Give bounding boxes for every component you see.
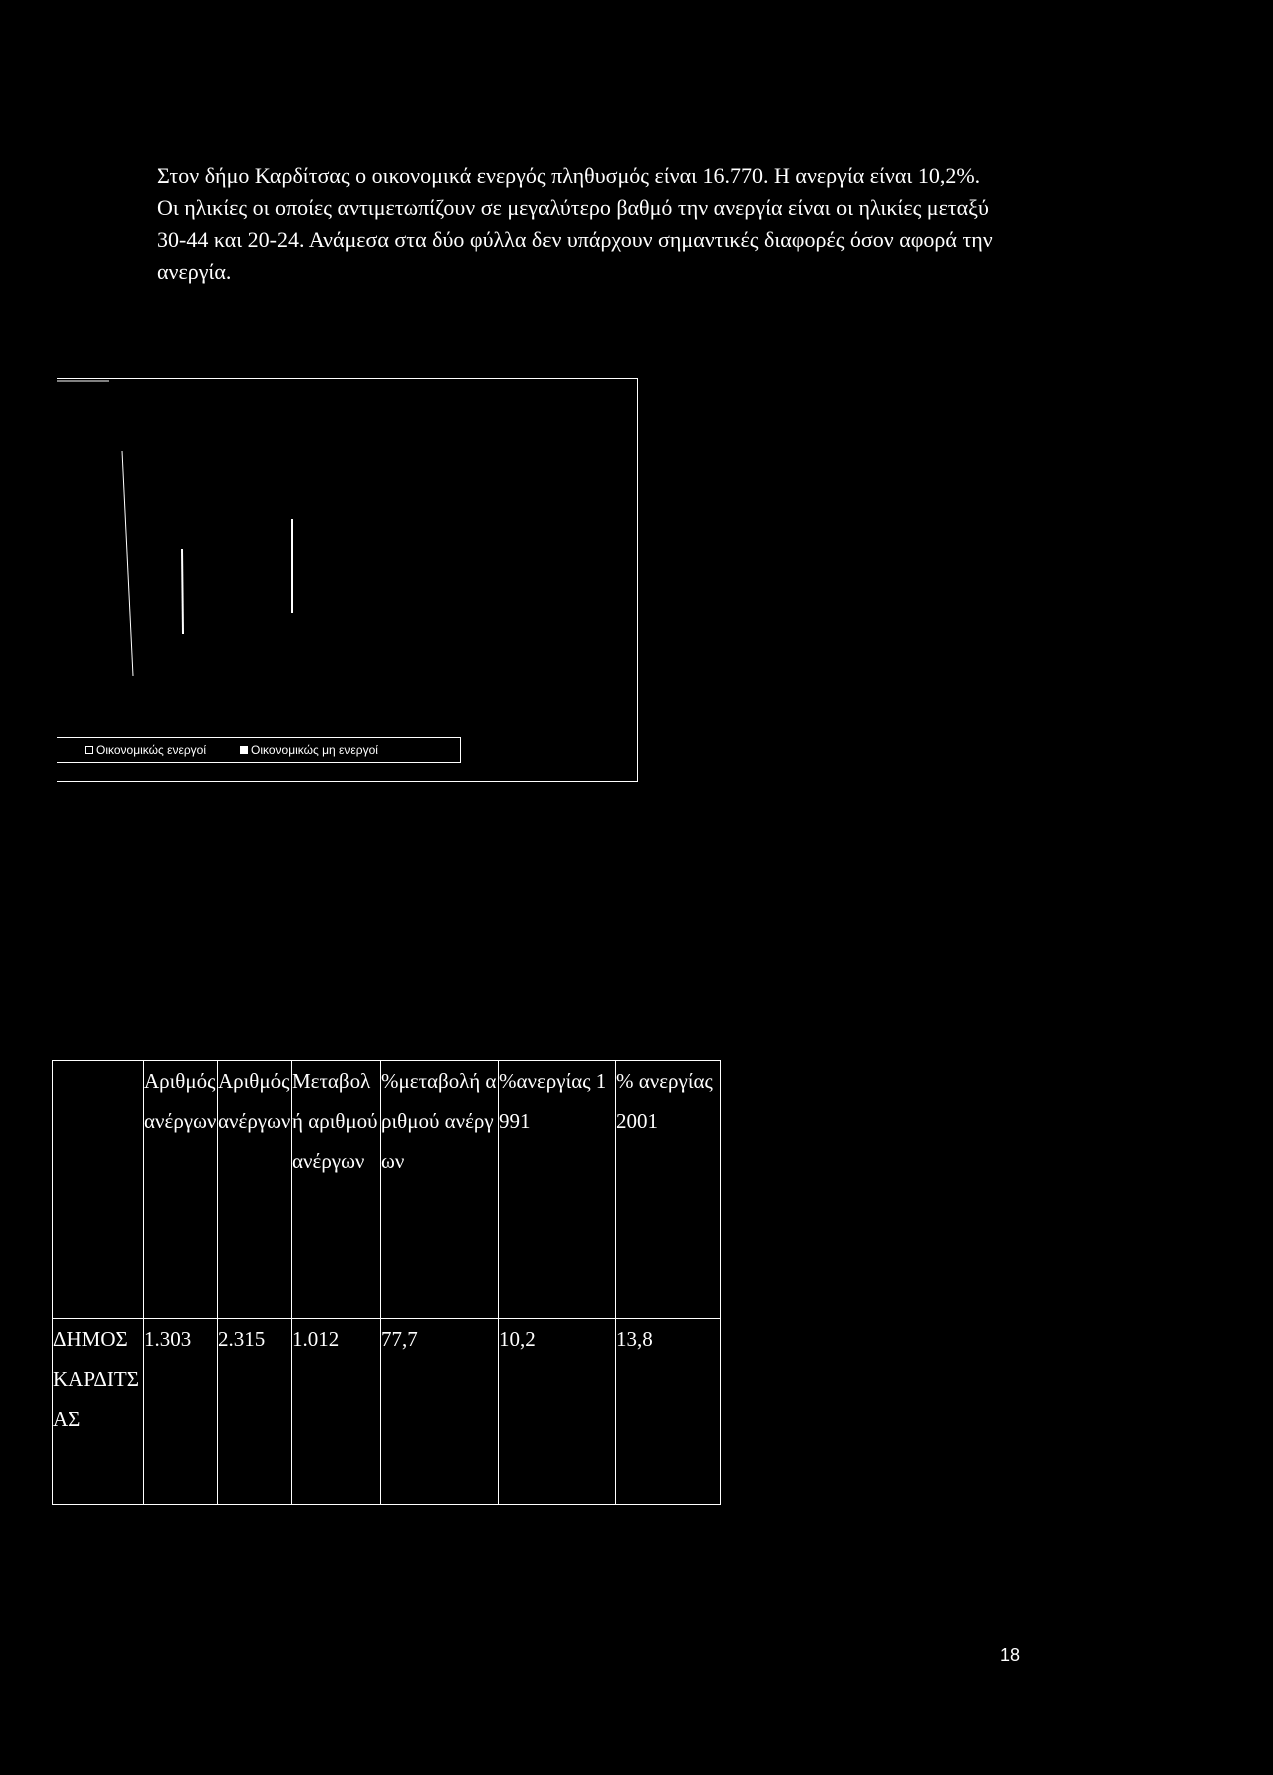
legend-item-inactive bbox=[240, 743, 378, 757]
table-header-row bbox=[53, 1061, 721, 1319]
legend-label-active: Οικονομικώς ενεργοί bbox=[96, 743, 206, 757]
header-cell: %ανεργίας 1991 bbox=[499, 1061, 616, 1319]
chart-mark-line-2 bbox=[182, 549, 183, 634]
chart-legend bbox=[57, 737, 461, 763]
page-number: 18 bbox=[1000, 1645, 1021, 1665]
legend-item-active bbox=[85, 743, 206, 757]
table-cell: 10,2 bbox=[499, 1319, 616, 1505]
chart-frame bbox=[57, 378, 638, 782]
legend-label-inactive: Οικονομικώς μη ενεργοί bbox=[251, 743, 378, 757]
header-cell: %μεταβολή αριθμού ανέργων bbox=[381, 1061, 499, 1319]
unemployment-table bbox=[52, 1060, 721, 1505]
table-cell: 1.012 bbox=[292, 1319, 381, 1505]
table-cell: 77,7 bbox=[381, 1319, 499, 1505]
header-cell: Μεταβολή αριθμού ανέργων bbox=[292, 1061, 381, 1319]
header-cell: % ανεργίας 2001 bbox=[616, 1061, 721, 1319]
table-row bbox=[53, 1319, 721, 1505]
table-cell: 1.303 bbox=[144, 1319, 218, 1505]
table-cell: 2.315 bbox=[218, 1319, 292, 1505]
row-name-cell: ΔΗΜΟΣ ΚΑΡΔΙΤΣΑΣ bbox=[53, 1319, 144, 1505]
legend-filled-square-icon bbox=[240, 746, 248, 754]
legend-open-square-icon bbox=[85, 746, 93, 754]
table-cell: 13,8 bbox=[616, 1319, 721, 1505]
header-cell-empty bbox=[53, 1061, 144, 1319]
intro-paragraph: Στον δήμο Καρδίτσας ο οικονομικά ενεργός πληθυσμός είναι 16.770. Η ανεργία είναι 10,2%. Οι ηλικίες οι οποίες αντιμετωπίζουν σε μεγαλύτερο βαθμό την ανεργία είναι οι ηλικίες μεταξύ 30-44 και 20-24. Ανάμεσα στα δύο φύλλα δεν υπάρχουν σημαντικές διαφορές όσον αφορά την ανεργία. bbox=[157, 163, 993, 284]
header-cell: Αριθμός ανέργων bbox=[218, 1061, 292, 1319]
chart-marks bbox=[57, 379, 637, 739]
header-cell: Αριθμός ανέργων bbox=[144, 1061, 218, 1319]
chart-mark-line-1 bbox=[122, 451, 133, 676]
